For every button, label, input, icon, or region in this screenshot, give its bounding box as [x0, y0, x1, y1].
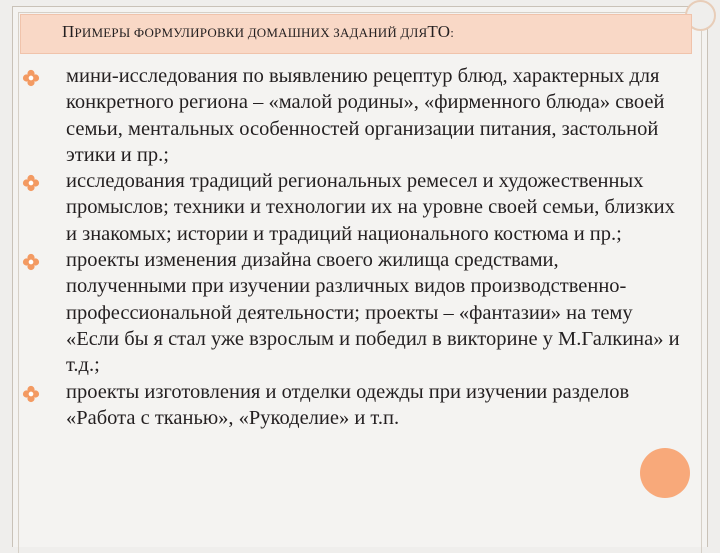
decorative-orange-circle [640, 448, 690, 498]
list-item [22, 247, 682, 378]
title-smallcaps: РИМЕРЫ ФОРМУЛИРОВКИ ДОМАШНИХ ЗАДАНИЙ ДЛЯ [74, 25, 428, 40]
slide-title [62, 22, 454, 42]
title-colon: : [450, 25, 455, 40]
list-item-text: проекты изменения дизайна своего жилища средствами, полученными при изучении различных видов производственно-профессиональной деятельности; проекты – «фантазии» на тему «Если бы я стал уже взрослым и победил в викторине у М.Галкина» и т.д.; [66, 249, 680, 377]
flower-bullet-icon [22, 174, 40, 192]
flower-bullet-icon [22, 385, 40, 403]
title-initial: П [62, 22, 75, 41]
list-item [22, 63, 682, 168]
flower-bullet-icon [22, 69, 40, 87]
bullet-list [22, 63, 682, 431]
title-abbrev: ТО [427, 22, 451, 41]
list-item-text: проекты изготовления и отделки одежды при изучении разделов «Работа с тканью», «Рукоделие» и т.п. [66, 380, 630, 429]
flower-bullet-icon [22, 253, 40, 271]
list-item-text: мини-исследования по выявлению рецептур блюд, характерных для конкретного региона – «малой родины», «фирменного блюда» своей семьи, ментальных особенностей организации питания, застольной этики и пр.; [66, 65, 665, 166]
list-item-text: исследования традиций региональных ремесел и художественных промыслов; техники и технологии их на уровне своей семьи, близких и знакомых; истории и традиций национального костюма и пр.; [66, 170, 675, 245]
list-item [22, 168, 682, 247]
list-item [22, 379, 682, 432]
